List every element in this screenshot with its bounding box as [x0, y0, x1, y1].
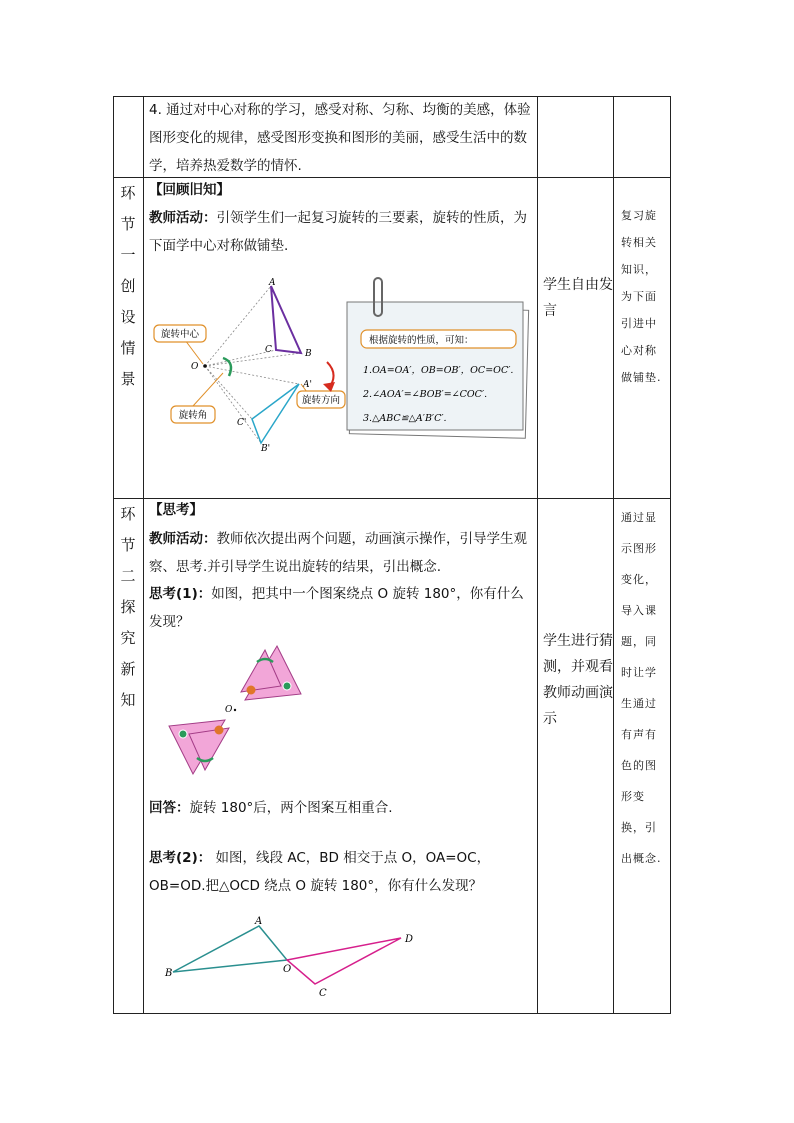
svg-text:B: B: [305, 349, 312, 359]
svg-text:A: A: [255, 916, 263, 927]
stage-1-student-activity: 学生自由发言: [543, 277, 613, 319]
lesson-table: [113, 96, 671, 1014]
pattern-rotation-figure: [169, 640, 319, 780]
think-question-1: 思考(1)：如图，把其中一个图案绕点 O 旋转 180°，你有什么发现？: [149, 586, 524, 630]
point-o: [203, 364, 207, 368]
svg-text:D: D: [405, 934, 414, 945]
stage-1-design-intent: 复习旋转相关知识，为下面引进中心对称做铺垫.: [621, 209, 662, 384]
triangle-abc-prime: [252, 384, 299, 443]
triangle-abc: [271, 286, 301, 353]
table-border-right: [670, 96, 671, 1014]
answer-1: 回答：旋转 180°后，两个图案互相重合.: [149, 800, 393, 816]
svg-text:2.∠AOA′=∠BOB′=∠COC′.: 2.∠AOA′=∠BOB′=∠COC′.: [363, 389, 488, 400]
svg-text:旋转中心: 旋转中心: [160, 329, 200, 340]
triangle-aob: [173, 926, 287, 972]
svg-text:O: O: [225, 705, 233, 715]
svg-text:旋转方向: 旋转方向: [301, 395, 341, 406]
column-divider: [613, 96, 614, 1014]
stage-2-teacher-activity: 教师活动：教师依次提出两个问题，动画演示操作，引导学生观察、思考.并引导学生说出旋转的结果，引出概念.: [149, 531, 527, 575]
table-border-bottom: [113, 1013, 671, 1014]
goal-4-text: 4. 通过对中心对称的学习，感受对称、匀称、均衡的美感，体验图形变化的规律，感受图形变换和图形的美丽，感受生活中的数学，培养热爱数学的情怀.: [149, 102, 531, 174]
stage-2-heading: 【思考】: [149, 502, 203, 518]
svg-text:A': A': [303, 380, 312, 390]
svg-text:B': B': [261, 444, 271, 454]
rotation-figure: [149, 276, 539, 454]
stage-2-label: 环 节 二 探 究 新 知: [120, 505, 136, 709]
stage-1-label: 环 节 一 创 设 情 景: [120, 184, 136, 388]
svg-text:A: A: [269, 278, 276, 288]
stage-2-design-intent: 通过显示图形变化，导入课题，同时让学生通过有声有色的图形变换，引出概念.: [621, 511, 662, 865]
svg-text:C: C: [265, 345, 272, 355]
svg-text:C': C': [237, 418, 247, 428]
svg-text:B: B: [165, 968, 173, 979]
svg-text:根据旋转的性质，可知：: 根据旋转的性质，可知：: [369, 335, 474, 346]
think-question-2: 思考(2)： 如图，线段 AC，BD 相交于点 O，OA=OC，OB=OD.把△OCD 绕点 O 旋转 180°，你有什么发现？: [149, 850, 491, 894]
svg-text:C: C: [319, 988, 327, 999]
svg-text:旋转角: 旋转角: [178, 410, 208, 421]
column-divider: [537, 96, 538, 1014]
segments-figure: [165, 914, 425, 1004]
svg-text:O: O: [283, 964, 292, 975]
svg-text:O: O: [191, 362, 199, 372]
column-divider: [143, 96, 144, 1014]
svg-text:3.△ABC≌△A′B′C′.: 3.△ABC≌△A′B′C′.: [363, 413, 447, 424]
svg-text:1.OA=OA′，OB=OB′，OC=OC′.: 1.OA=OA′，OB=OB′，OC=OC′.: [363, 365, 514, 376]
triangle-ocd: [287, 938, 401, 984]
stage-1-heading: 【回顾旧知】: [149, 182, 230, 198]
stage-2-student-activity: 学生进行猜测，并观看教师动画演示: [543, 633, 613, 727]
stage-1-teacher-activity: 教师活动：引领学生们一起复习旋转的三要素，旋转的性质，为下面学中心对称做铺垫.: [149, 210, 527, 254]
